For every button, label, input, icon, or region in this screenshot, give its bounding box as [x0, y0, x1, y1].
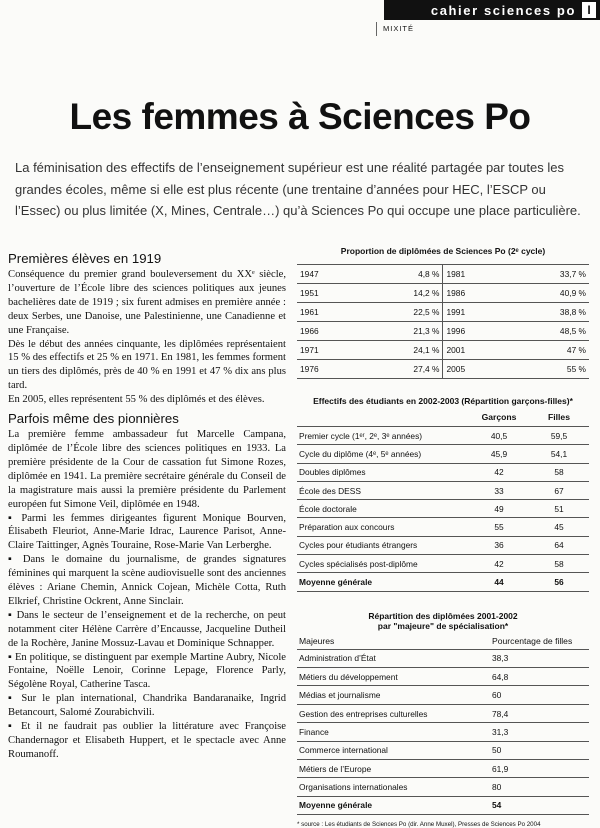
- table-row: [297, 686, 589, 704]
- girls-cell: 54,1: [529, 445, 589, 463]
- row-label: Premier cycle (1ᵉʳ, 2ᵉ, 3ᵉ années): [297, 427, 469, 445]
- page-title: Les femmes à Sciences Po: [69, 96, 531, 137]
- row-label: Commerce international: [297, 741, 490, 759]
- year-cell: 1966: [297, 322, 352, 341]
- row-label: Médias et journalisme: [297, 686, 490, 704]
- header-bar: [384, 0, 600, 20]
- table-row: [297, 760, 589, 778]
- girls-cell: 58: [529, 555, 589, 573]
- student-enrolment-table: [297, 408, 589, 592]
- boys-cell: 42: [469, 463, 529, 481]
- paragraph: La première femme ambassadeur fut Marcelle Campana, diplômée de l’École libre des sciences politiques en 1933. La première présidente de la Cour de cassation fut Simone Rozes, diplômée en 1941. La première secrétaire générale du Conseil de la magistrature mais aussi la première présidente du Parlement européen fut Simone Veil, diplômée en 1948.: [8, 429, 286, 510]
- table-row: [297, 265, 589, 284]
- source-footnote: * source : Les étudiants de Sciences Po (dir. Anne Muxel), Presses de Sciences Po 2004: [297, 821, 541, 828]
- girls-cell: 64: [529, 536, 589, 554]
- value-cell: 27,4 %: [352, 360, 443, 379]
- value-cell: 21,3 %: [352, 322, 443, 341]
- header-girls: Filles: [529, 408, 589, 427]
- value-cell: 24,1 %: [352, 341, 443, 360]
- paragraph: En 2005, elles représentent 55 % des diplômés et des élèves.: [8, 394, 265, 406]
- majors-table: [297, 633, 589, 816]
- boys-cell: 36: [469, 536, 529, 554]
- table-row: [297, 649, 589, 667]
- table1-caption: Proportion de diplômées de Sciences Po (2ᵉ cycle): [340, 246, 546, 256]
- girls-cell: 58: [529, 463, 589, 481]
- table-total-row: [297, 573, 589, 591]
- table-row: [297, 778, 589, 796]
- row-label: Administration d’État: [297, 649, 490, 667]
- table-row: [297, 668, 589, 686]
- bullet-paragraph: ▪ Sur le plan international, Chandrika Bandaranaike, Ingrid Betancourt, Salomé Zourabichvili.: [8, 693, 286, 719]
- row-label: Cycle du diplôme (4ᵉ, 5ᵉ années): [297, 445, 469, 463]
- table-row: [297, 555, 589, 573]
- row-label: Métiers de l’Europe: [297, 760, 490, 778]
- table-row: [297, 360, 589, 379]
- row-label: Cycles pour étudiants étrangers: [297, 536, 469, 554]
- header-boys: Garçons: [469, 408, 529, 427]
- table3-caption-line2: par "majeure" de spécialisation*: [377, 620, 509, 631]
- table-row: [297, 536, 589, 554]
- year-cell: 2001: [443, 341, 499, 360]
- table-header-row: [297, 408, 589, 427]
- bullet-paragraph: ▪ En politique, se distinguent par exemple Martine Aubry, Nicole Fontaine, Noëlle Lenoir, Corinne Lepage, Florence Parly, Ségolène Royal, Catherine Tasca.: [8, 651, 286, 691]
- row-label: École des DESS: [297, 481, 469, 499]
- heading-pionnieres: Parfois même des pionnières: [8, 411, 179, 427]
- table2-caption: Effectifs des étudiants en 2002-2003 (Répartition garçons-filles)*: [313, 396, 573, 406]
- value-cell: 33,7 %: [499, 265, 589, 284]
- value-cell: 55 %: [499, 360, 589, 379]
- table-row: [297, 445, 589, 463]
- girls-cell: 51: [529, 500, 589, 518]
- table-row: [297, 723, 589, 741]
- value-cell: 4,8 %: [352, 265, 443, 284]
- paragraph: Dès le début des années cinquante, les diplômées représentaient 15 % des effectifs et 25 % en 1971. En 1981, les femmes forment un tiers des diplômés, près de 40 % en 1991 et 47 % dix ans plus tard.: [8, 338, 286, 392]
- paragraph: Conséquence du premier grand bouleversement du XXᵉ siècle, l’ouverture de l’École libre des sciences politiques aux jeunes bachelières date de 1919 ; six furent admises en première année : deux Serbes, une Danoise, une Palestinienne, une Canadienne et une Française.: [8, 269, 286, 336]
- percentage-cell: 50: [490, 741, 589, 759]
- value-cell: 48,5 %: [499, 322, 589, 341]
- bullet-paragraph: ▪ Et il ne faudrait pas oublier la littérature avec Françoise Chandernagor et Elisabeth Huppert, et le spectacle avec Anne Roumanoff.: [8, 721, 286, 760]
- bullet-paragraph: ▪ Parmi les femmes dirigeantes figurent Monique Bourven, Élisabeth Fleuriot, Anne-Marie Idrac, Laurence Parisot, Anne-Claire Taittinger, Agnès Touraine, Rose-Marie Van Lerberghe.: [8, 512, 286, 552]
- year-cell: 1976: [297, 360, 352, 379]
- value-cell: 38,8 %: [499, 303, 589, 322]
- table-row: [297, 341, 589, 360]
- boys-cell: 45,9: [469, 445, 529, 463]
- magazine-section-title: cahier sciences po: [430, 2, 576, 18]
- row-label: Cycles spécialisés post-diplôme: [297, 555, 469, 573]
- table-total-row: [297, 796, 589, 814]
- percentage-cell: 64,8: [490, 668, 589, 686]
- table3-caption-line1: Répartition des diplômées 2001-2002: [368, 610, 518, 621]
- girls-cell: 59,5: [529, 427, 589, 445]
- percentage-cell: 61,9: [490, 760, 589, 778]
- girls-cell: 45: [529, 518, 589, 536]
- percentage-cell: 80: [490, 778, 589, 796]
- row-label: Moyenne générale: [297, 573, 469, 591]
- table-row: [297, 284, 589, 303]
- boys-cell: 44: [469, 573, 529, 591]
- table-row: [297, 303, 589, 322]
- boys-cell: 40,5: [469, 427, 529, 445]
- row-label: Finance: [297, 723, 490, 741]
- bullet-paragraph: ▪ Dans le secteur de l’enseignement et de la recherche, on peut notamment citer Hélène Carrère d’Encausse, Jacqueline Dutheil de la Rochère, Janine Mossuz-Lavau et Dominique Schnapper.: [8, 609, 286, 649]
- bullet-paragraph: ▪ Dans le domaine du journalisme, de grandes signatures féminines qui marquent la scène audiovisuelle sont des anciennes élèves : Ariane Chemin, Annick Cojean, Michèle Cotta, Ruth Elkrief, Christine Ockrent, Anne Sinclair.: [8, 554, 286, 607]
- year-cell: 2005: [443, 360, 499, 379]
- row-label: Métiers du développement: [297, 668, 490, 686]
- table-row: [297, 427, 589, 445]
- row-label: École doctorale: [297, 500, 469, 518]
- graduates-proportion-table: [297, 264, 589, 379]
- year-cell: 1961: [297, 303, 352, 322]
- year-cell: 1981: [443, 265, 499, 284]
- section-tag: MIXITÉ: [376, 22, 414, 36]
- table-row: [297, 322, 589, 341]
- year-cell: 1986: [443, 284, 499, 303]
- year-cell: 1996: [443, 322, 499, 341]
- year-cell: 1947: [297, 265, 352, 284]
- row-label: Organisations internationales: [297, 778, 490, 796]
- intro-paragraph: La féminisation des effectifs de l’enseignement supérieur est une réalité partagée par toutes les grandes écoles, même si elle est plus récente (une trentaine d’années pour HEC, l’ESCP ou l’Essec) ou plus limitée (X, Mines, Centrale…) qu’à Sciences Po qui occupe une place particulière.: [15, 160, 581, 218]
- table-row: [297, 741, 589, 759]
- boys-cell: 55: [469, 518, 529, 536]
- value-cell: 40,9 %: [499, 284, 589, 303]
- row-label: Doubles diplômes: [297, 463, 469, 481]
- year-cell: 1991: [443, 303, 499, 322]
- table-header-row: [297, 633, 589, 650]
- tables-column: [297, 246, 589, 828]
- header-percentage: Pourcentage de filles: [490, 633, 589, 650]
- row-label: Gestion des entreprises culturelles: [297, 704, 490, 722]
- boys-cell: 33: [469, 481, 529, 499]
- table-row: [297, 518, 589, 536]
- value-cell: 22,5 %: [352, 303, 443, 322]
- value-cell: 47 %: [499, 341, 589, 360]
- percentage-cell: 60: [490, 686, 589, 704]
- boys-cell: 42: [469, 555, 529, 573]
- row-label: Préparation aux concours: [297, 518, 469, 536]
- percentage-cell: 54: [490, 796, 589, 814]
- girls-cell: 67: [529, 481, 589, 499]
- percentage-cell: 78,4: [490, 704, 589, 722]
- heading-premieres-eleves: Premières élèves en 1919: [8, 251, 162, 266]
- table-row: [297, 481, 589, 499]
- table-row: [297, 500, 589, 518]
- article-body: [8, 247, 286, 762]
- girls-cell: 56: [529, 573, 589, 591]
- header-majors: Majeures: [297, 633, 490, 650]
- year-cell: 1951: [297, 284, 352, 303]
- boys-cell: 49: [469, 500, 529, 518]
- year-cell: 1971: [297, 341, 352, 360]
- header-cell: [297, 408, 469, 427]
- percentage-cell: 38,3: [490, 649, 589, 667]
- page-marker: I: [582, 2, 596, 18]
- value-cell: 14,2 %: [352, 284, 443, 303]
- percentage-cell: 31,3: [490, 723, 589, 741]
- row-label: Moyenne générale: [297, 796, 490, 814]
- table-row: [297, 704, 589, 722]
- table-row: [297, 463, 589, 481]
